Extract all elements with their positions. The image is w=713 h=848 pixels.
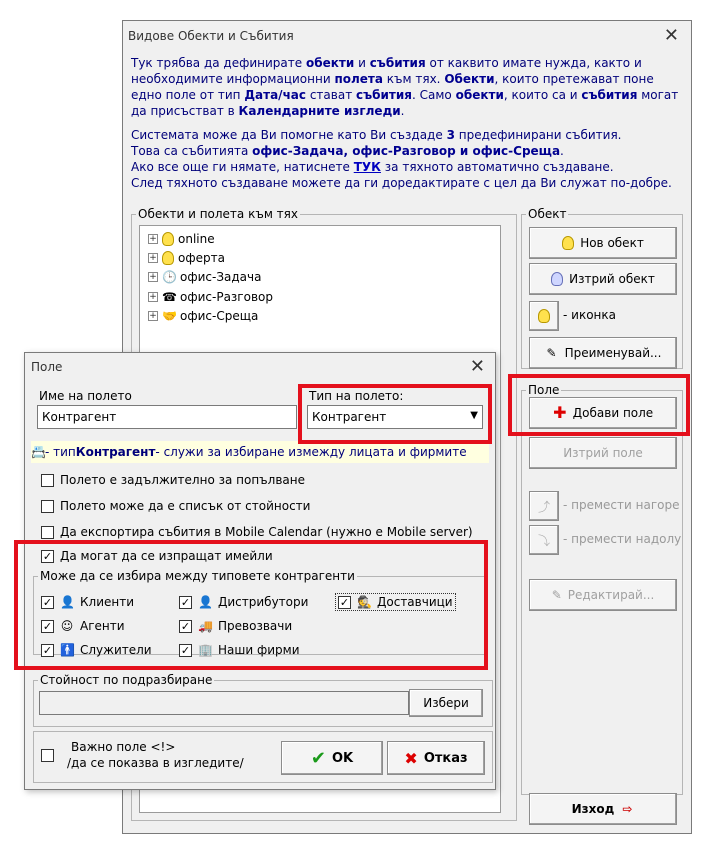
send-emails-checkbox[interactable]: ✓ Да могат да се изпращат имейли	[42, 549, 273, 563]
type-hint: 📇 - тип Контрагент - служи за избиране измежду лицата и фирмите	[31, 441, 489, 463]
dialog-close-icon[interactable]: ✕	[469, 356, 485, 377]
dialog-title: Поле	[31, 360, 63, 374]
type-own-firms-checkbox[interactable]: ✓ 🏢 Наши фирми	[180, 643, 300, 657]
highlight-field-type	[298, 384, 492, 444]
new-object-button[interactable]: Нов обект	[529, 227, 677, 259]
ok-button[interactable]: ✔ OK	[281, 741, 383, 775]
move-down-label: - премести надолу	[563, 532, 682, 546]
bulb-icon	[538, 309, 550, 323]
export-mobile-checkbox[interactable]: Да експортира събития в Mobile Calendar (нужно е Mobile server)	[41, 525, 473, 539]
required-checkbox[interactable]: Полето е задължително за попълване	[41, 473, 305, 487]
add-field-button[interactable]: ✚ Добави поле	[529, 397, 677, 429]
bulb-icon	[551, 272, 563, 286]
important-field-checkbox[interactable]	[41, 749, 54, 762]
intro-text	[131, 55, 681, 199]
contractor-types-group: Може да се избира между типовете контрагенти	[33, 569, 485, 655]
tree-item-online[interactable]: + online	[149, 232, 215, 246]
field-name-input[interactable]: Контрагент	[37, 405, 297, 429]
plus-icon: ✚	[553, 403, 567, 422]
phone-icon: ☎	[162, 290, 177, 304]
distributor-icon: 👤	[198, 595, 213, 609]
rename-button[interactable]: ✎ Преименувай...	[529, 337, 677, 369]
exit-door-icon: ⇨	[622, 802, 633, 816]
icon-label: - иконка	[563, 308, 616, 322]
default-value-group: Стойност по подразбиране	[33, 673, 493, 727]
move-down-icon: ⤵	[537, 533, 550, 548]
exit-button[interactable]: Изход ⇨	[529, 793, 677, 825]
building-icon: 🏢	[198, 643, 213, 657]
supplier-icon: 🕵	[357, 595, 372, 609]
create-link[interactable]: ТУК	[353, 160, 381, 174]
move-up-icon: ⤴	[537, 499, 550, 514]
contact-card-icon: 📇	[31, 445, 46, 459]
type-distributors-checkbox[interactable]: ✓ 👤 Дистрибутори	[180, 595, 309, 609]
check-icon: ✔	[310, 747, 326, 769]
intro-paragraph-1: Тук трябва да дефинирате обекти и събития от каквито имате нужда, както и необходимите информационни полета към тях. Обекти, които претежават поне едно поле от тип Дата/час стават събития. Само обекти, които са и събития могат да присъстват в Календарните изгледи.	[131, 56, 679, 118]
truck-icon: 🚚	[198, 619, 213, 633]
close-icon[interactable]: ✕	[663, 25, 679, 46]
tree-group: Обекти и полета към тях	[131, 207, 517, 821]
chevron-down-icon: ▼	[470, 410, 478, 421]
highlight-contractor-types	[14, 540, 488, 670]
edit-button[interactable]: ✎ Редактирай...	[529, 579, 677, 611]
employee-icon: 🚹	[60, 643, 75, 657]
delete-field-button[interactable]: Изтрий поле	[529, 437, 677, 469]
field-type-label: Тип на полето:	[309, 389, 404, 403]
tree-item-office-call[interactable]: + ☎ офис-Разговор	[149, 290, 273, 304]
pencil-icon: ✎	[551, 588, 562, 602]
type-agents-checkbox[interactable]: ✓ ☺ Агенти	[42, 619, 125, 633]
choose-button[interactable]: Избери	[409, 689, 483, 717]
type-carriers-checkbox[interactable]: ✓ 🚚 Превозвачи	[180, 619, 293, 633]
tree-item-office-task[interactable]: + 🕒 офис-Задача	[149, 270, 262, 284]
field-type-select[interactable]: Контрагент ▼	[307, 405, 483, 429]
bulb-icon	[562, 236, 574, 250]
type-suppliers-checkbox[interactable]: ✓ 🕵 Доставчици	[335, 593, 456, 611]
x-icon: ✖	[404, 748, 418, 768]
move-up-button[interactable]	[529, 491, 559, 521]
default-value-input[interactable]	[39, 691, 409, 715]
list-values-checkbox[interactable]: Полето може да е списък от стойности	[41, 499, 310, 513]
important-field-label: Важно поле <!> /да се показва в изгледите/	[67, 740, 244, 770]
tree-item-office-meeting[interactable]: + 🤝 офис-Среща	[149, 309, 259, 323]
type-clients-checkbox[interactable]: ✓ 👤 Клиенти	[42, 595, 135, 609]
move-down-button[interactable]	[529, 525, 559, 555]
pencil-icon: ✎	[546, 346, 557, 360]
intro-paragraph-2: Системата може да Ви помогне като Ви създаде 3 предефинирани събития. Това са събитията офис-Задача, офис-Разговор и офис-Среща. Ако все още ги нямате, натиснете ТУК за тяхното автоматично създаване. След тяхното създаване можете да ги доредактирате с цел да Ви служат по-добре.	[131, 128, 672, 190]
delete-object-button[interactable]: Изтрий обект	[529, 263, 677, 295]
field-group: Поле	[521, 383, 683, 795]
type-employees-checkbox[interactable]: ✓ 🚹 Служители	[42, 643, 152, 657]
icon-picker-button[interactable]	[529, 301, 559, 331]
window-title: Видове Обекти и Събития	[128, 29, 294, 43]
tree-item-offer[interactable]: + оферта	[149, 251, 225, 265]
client-icon: 👤	[60, 595, 75, 609]
field-name-label: Име на полето	[39, 389, 132, 403]
clock-icon: 🕒	[162, 270, 177, 284]
cancel-button[interactable]: ✖ Отказ	[387, 741, 485, 775]
highlight-add-field	[508, 374, 690, 436]
handshake-icon: 🤝	[162, 309, 177, 323]
object-group: Обект	[521, 207, 683, 369]
move-up-label: - премести нагоре	[563, 498, 680, 512]
agent-icon: ☺	[60, 619, 74, 633]
